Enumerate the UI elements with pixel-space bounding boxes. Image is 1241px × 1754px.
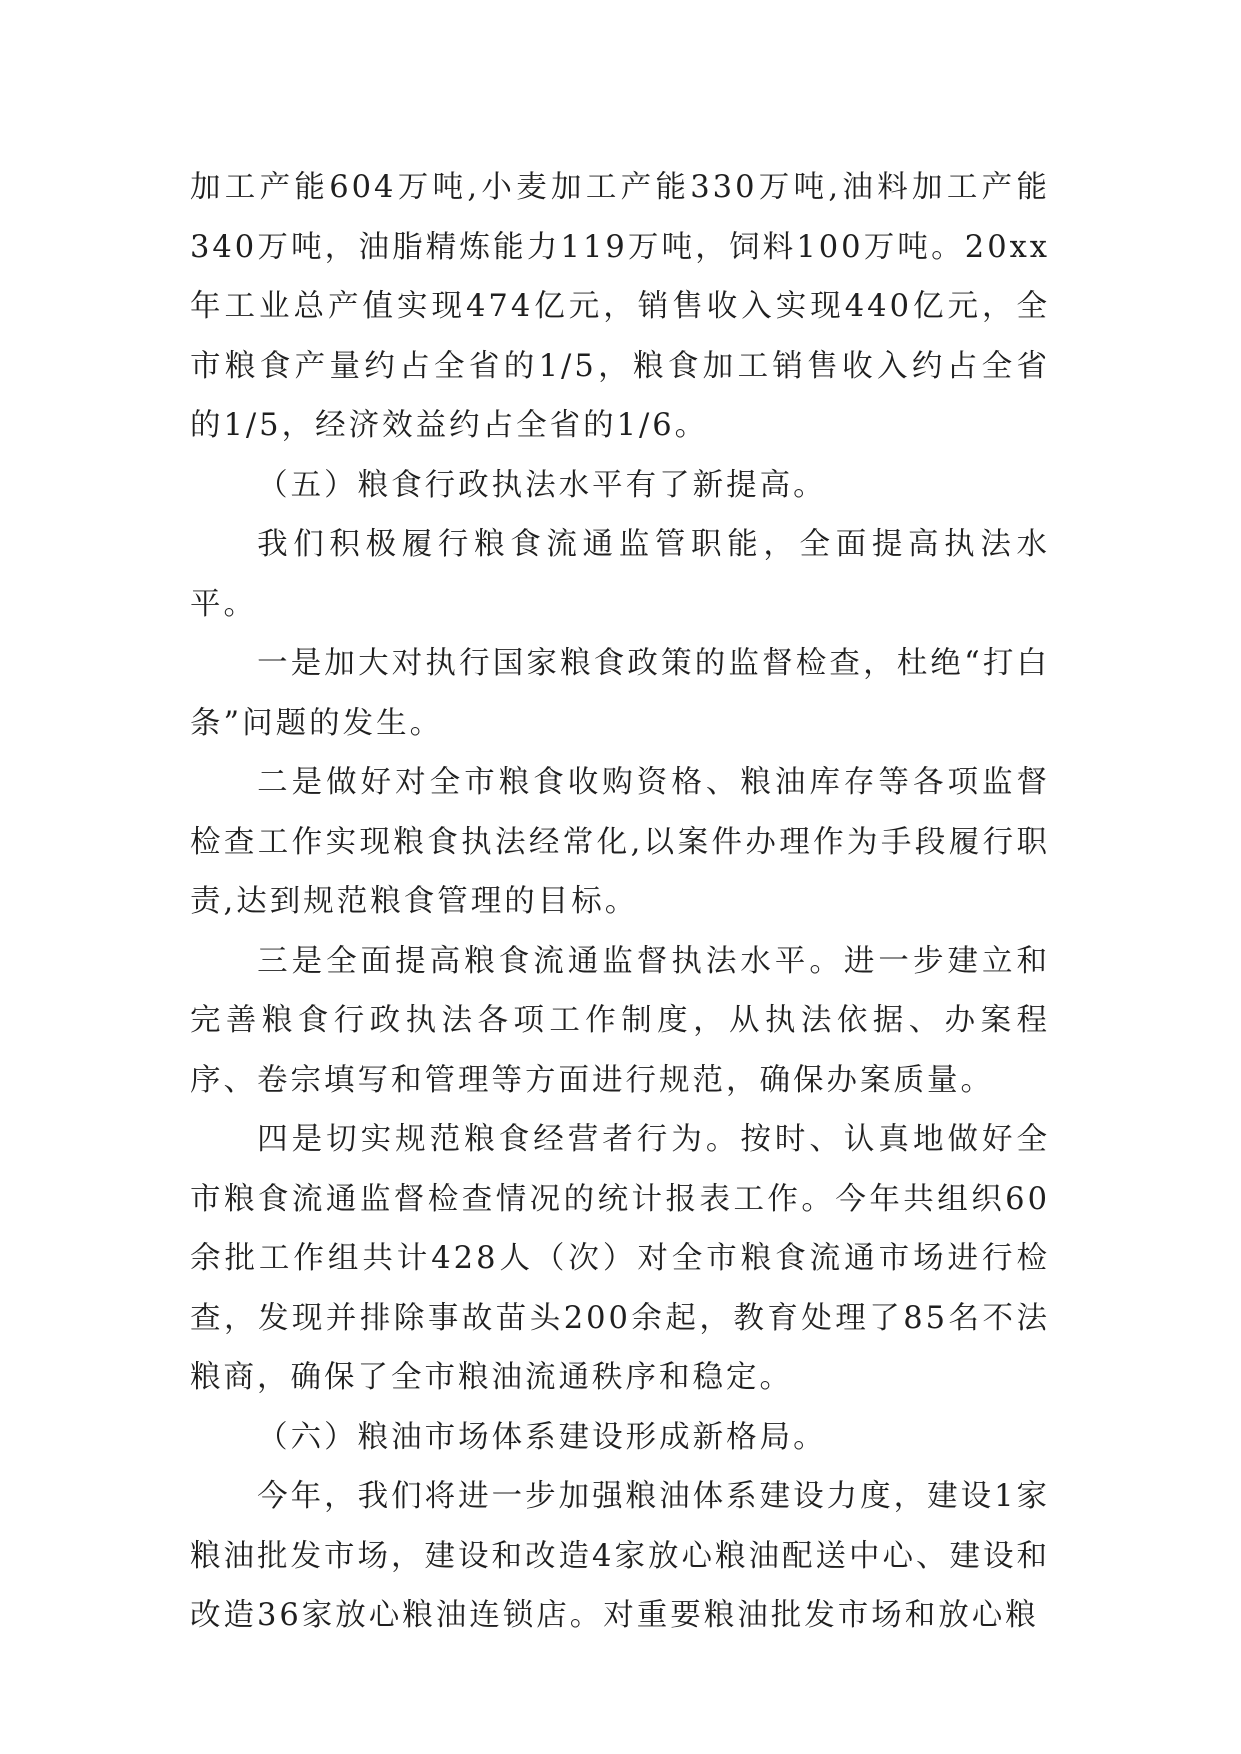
paragraph-continuation: 加工产能604万吨,小麦加工产能330万吨,油料加工产能340万吨，油脂精炼能力119万吨，饲料100万吨。20xx年工业总产值实现474亿元，销售收入实现440亿元，全市粮食产量约占全省的1/5，粮食加工销售收入约占全省的1/5，经济效益约占全省的1/6。 (190, 170, 1050, 443)
paragraph: 我们积极履行粮食流通监管职能，全面提高执法水平。 (190, 527, 1050, 622)
section-heading-6: （六）粮油市场体系建设形成新格局。 (257, 1419, 827, 1455)
document-body (190, 158, 1050, 1646)
paragraph: 四是切实规范粮食经营者行为。按时、认真地做好全市粮食流通监督检查情况的统计报表工作。今年共组织60余批工作组共计428人（次）对全市粮食流通市场进行检查，发现并排除事故苗头200余起，教育处理了85名不法粮商，确保了全市粮油流通秩序和稳定。 (190, 1122, 1050, 1395)
paragraph: 今年，我们将进一步加强粮油体系建设力度，建设1家粮油批发市场，建设和改造4家放心粮油配送中心、建设和改造36家放心粮油连锁店。对重要粮油批发市场和放心粮 (190, 1479, 1050, 1633)
section-heading-5: （五）粮食行政执法水平有了新提高。 (257, 467, 827, 503)
paragraph: 二是做好对全市粮食收购资格、粮油库存等各项监督检查工作实现粮食执法经常化,以案件办理作为手段履行职责,达到规范粮食管理的目标。 (190, 765, 1050, 919)
paragraph: 三是全面提高粮食流通监督执法水平。进一步建立和完善粮食行政执法各项工作制度，从执法依据、办案程序、卷宗填写和管理等方面进行规范，确保办案质量。 (190, 943, 1050, 1098)
paragraph: 一是加大对执行国家粮食政策的监督检查，杜绝“打白条”问题的发生。 (190, 646, 1050, 741)
